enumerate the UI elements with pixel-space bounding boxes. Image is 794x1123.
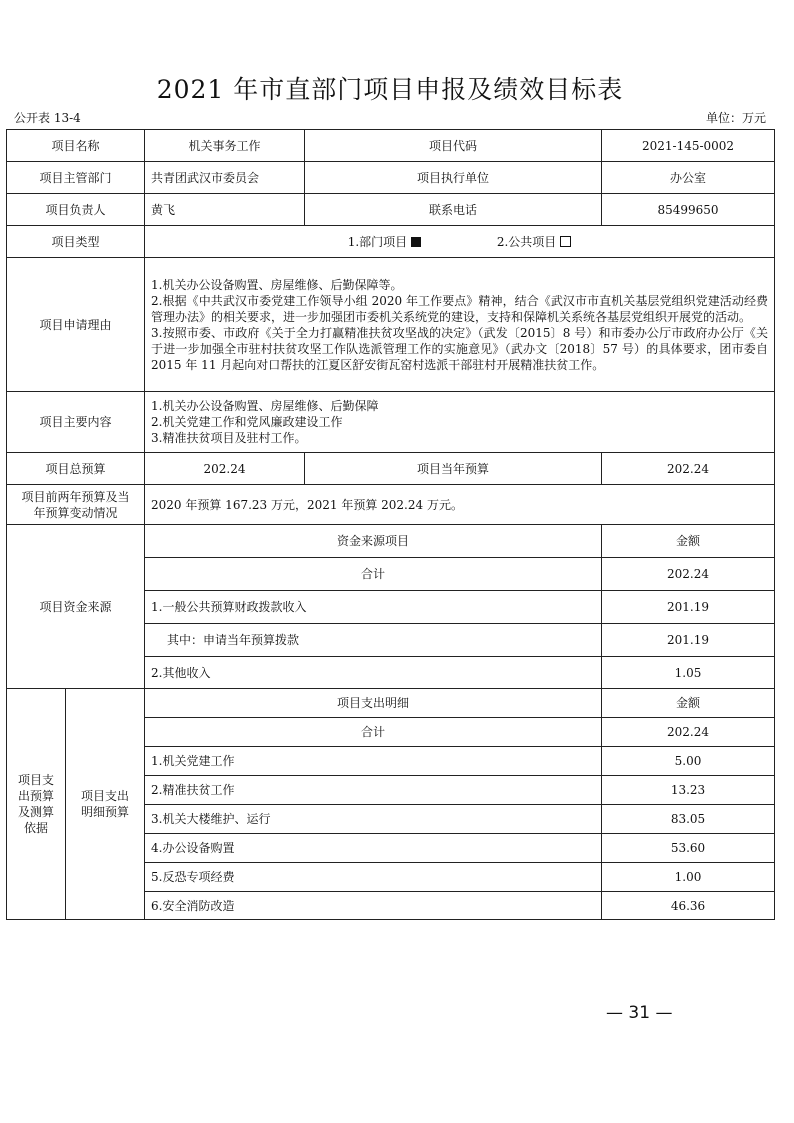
expense-outer-label-line: 出预算 bbox=[17, 789, 54, 803]
expense-item-amount: 13.23 bbox=[602, 776, 775, 805]
expense-inner-label bbox=[66, 689, 145, 920]
table-row bbox=[7, 226, 775, 258]
reason-text bbox=[145, 258, 775, 392]
reason-line: 3.按照市委、市政府《关于全力打赢精准扶贫攻坚战的决定》（武发〔2015〕8 号）和市委办公厅市政府办公厅《关于进一步加强全市驻村扶贫攻坚工作队选派管理工作的实施意见》（武办文〔2018〕57 号）的具体要求，团市委自 2015 年 11 月起向对口帮扶的江夏区舒安街瓦窑村选派干部驻村开展精准扶贫工作。 bbox=[151, 325, 769, 372]
project-code-value: 2021-145-0002 bbox=[602, 130, 775, 162]
expense-item-amount: 83.05 bbox=[602, 805, 775, 834]
expense-item-amount: 202.24 bbox=[602, 718, 775, 747]
reason-line: 2.根据《中共武汉市委党建工作领导小组 2020 年工作要点》精神，结合《武汉市市直机关基层党组织党建活动经费管理办法》的相关要求，进一步加强团市委机关系统党的建设，支持和保障机关系统各基层党组织开展党的活动。 bbox=[151, 293, 769, 324]
expense-item-label: 5.反恐专项经费 bbox=[145, 863, 602, 892]
exec-unit-label: 项目执行单位 bbox=[305, 162, 602, 194]
project-type-label: 项目类型 bbox=[7, 226, 145, 258]
budget-change-label-line: 年预算变动情况 bbox=[33, 505, 118, 520]
total-budget-value: 202.24 bbox=[145, 453, 305, 485]
expense-item-label: 2.精准扶贫工作 bbox=[145, 776, 602, 805]
funding-header-item: 资金来源项目 bbox=[145, 525, 602, 558]
budget-change-value: 2020 年预算 167.23 万元，2021 年预算 202.24 万元。 bbox=[145, 485, 775, 525]
table-code: 公开表 13-4 bbox=[14, 111, 81, 125]
expense-item-label: 6.安全消防改造 bbox=[145, 892, 602, 920]
expense-item-amount: 1.00 bbox=[602, 863, 775, 892]
phone-value: 85499650 bbox=[602, 194, 775, 226]
reason-label: 项目申请理由 bbox=[7, 258, 145, 392]
expense-outer-label-line: 依据 bbox=[23, 821, 48, 835]
funding-item-label: 合计 bbox=[145, 558, 602, 591]
funding-item-amount: 201.19 bbox=[602, 624, 775, 657]
funding-item-amount: 201.19 bbox=[602, 591, 775, 624]
project-code-label: 项目代码 bbox=[305, 130, 602, 162]
type-option-dept: 1.部门项目 bbox=[347, 234, 408, 249]
expense-outer-label bbox=[7, 689, 66, 920]
budget-change-label-line: 项目前两年预算及当 bbox=[21, 489, 130, 504]
funding-section-label: 项目资金来源 bbox=[7, 525, 145, 689]
table-row bbox=[7, 194, 775, 226]
table-row bbox=[7, 453, 775, 485]
expense-inner-label-line: 项目支出 bbox=[81, 789, 130, 803]
year-budget-value: 202.24 bbox=[602, 453, 775, 485]
dept-value: 共青团武汉市委员会 bbox=[145, 162, 305, 194]
expense-header-item: 项目支出明细 bbox=[145, 689, 602, 718]
table-row bbox=[7, 485, 775, 525]
expense-header-amount: 金额 bbox=[602, 689, 775, 718]
expense-inner-label-line: 明细预算 bbox=[81, 805, 130, 819]
dept-label: 项目主管部门 bbox=[7, 162, 145, 194]
unchecked-box-icon bbox=[560, 236, 571, 247]
table-row bbox=[7, 689, 775, 718]
project-name-label: 项目名称 bbox=[7, 130, 145, 162]
owner-label: 项目负责人 bbox=[7, 194, 145, 226]
funding-item-amount: 202.24 bbox=[602, 558, 775, 591]
funding-item-label: 2.其他收入 bbox=[145, 657, 602, 689]
expense-item-amount: 5.00 bbox=[602, 747, 775, 776]
expense-item-label: 4.办公设备购置 bbox=[145, 834, 602, 863]
total-budget-label: 项目总预算 bbox=[7, 453, 145, 485]
content-text bbox=[145, 392, 775, 453]
project-type-options bbox=[145, 226, 775, 258]
table-row bbox=[7, 258, 775, 392]
expense-item-amount: 53.60 bbox=[602, 834, 775, 863]
reason-line: 1.机关办公设备购置、房屋维修、后勤保障等。 bbox=[151, 277, 403, 292]
expense-item-amount: 46.36 bbox=[602, 892, 775, 920]
exec-unit-value: 办公室 bbox=[602, 162, 775, 194]
expense-item-label: 3.机关大楼维护、运行 bbox=[145, 805, 602, 834]
funding-item-amount: 1.05 bbox=[602, 657, 775, 689]
content-label: 项目主要内容 bbox=[7, 392, 145, 453]
page-title: 2021 年市直部门项目申报及绩效目标表 bbox=[156, 75, 624, 104]
expense-outer-label-line: 及测算 bbox=[17, 805, 54, 819]
checked-box-icon bbox=[411, 237, 421, 247]
budget-change-label bbox=[7, 485, 145, 525]
table-row bbox=[7, 392, 775, 453]
expense-outer-label-line: 项目支 bbox=[17, 773, 54, 787]
project-table bbox=[6, 129, 775, 920]
funding-header-amount: 金额 bbox=[602, 525, 775, 558]
project-name-value: 机关事务工作 bbox=[145, 130, 305, 162]
expense-item-label: 合计 bbox=[145, 718, 602, 747]
expense-item-label: 1.机关党建工作 bbox=[145, 747, 602, 776]
year-budget-label: 项目当年预算 bbox=[305, 453, 602, 485]
table-row bbox=[7, 162, 775, 194]
page-number: — 31 — bbox=[606, 1003, 673, 1023]
phone-label: 联系电话 bbox=[305, 194, 602, 226]
funding-item-label: 其中：申请当年预算拨款 bbox=[145, 624, 602, 657]
type-option-public: 2.公共项目 bbox=[496, 234, 557, 249]
content-line: 2.机关党建工作和党风廉政建设工作 bbox=[151, 415, 343, 429]
unit-label: 单位：万元 bbox=[705, 111, 766, 125]
table-row bbox=[7, 130, 775, 162]
content-line: 3.精准扶贫项目及驻村工作。 bbox=[151, 431, 307, 445]
owner-value: 黄飞 bbox=[145, 194, 305, 226]
table-row bbox=[7, 525, 775, 558]
content-line: 1.机关办公设备购置、房屋维修、后勤保障 bbox=[151, 399, 379, 413]
funding-item-label: 1.一般公共预算财政拨款收入 bbox=[145, 591, 602, 624]
